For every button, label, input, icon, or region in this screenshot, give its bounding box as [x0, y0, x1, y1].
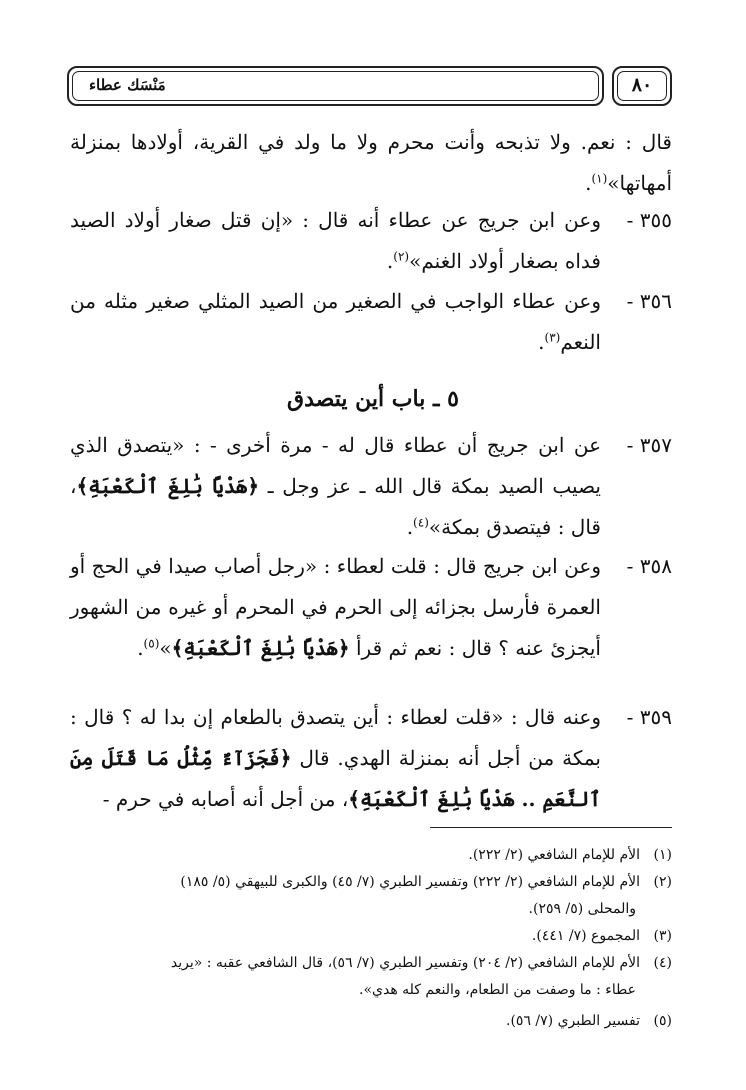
entry-end: .: [137, 636, 144, 660]
footnote-text: تفسير الطبري (٧/ ٥٦).: [506, 1013, 640, 1029]
footnote-number: (٢): [653, 874, 672, 890]
footnote-number: (٣): [653, 928, 672, 944]
running-header-title-frame: [67, 66, 604, 106]
entry-text: وعن عطاء الواجب في الصغير من الصيد المثلي صغير مثله من النعم: [70, 289, 601, 354]
entry-text-cont: ، من أجل أنه أصابه في حرم -: [102, 787, 349, 811]
entry-text-cont: »: [159, 636, 172, 660]
quran-quote: ﴿هَدْيًا بَٰلِغَ ٱلْكَعْبَةِ﴾: [171, 636, 350, 660]
entry-text: وعن ابن جريج قال : قلت لعطاء : «رجل أصاب صيدا في الحج أو العمرة فأرسل بجزائه إلى الحرم في المحرم أو غيره من الشهور أيجزئ عنه ؟ قال : نعم ثم قرأ: [70, 554, 601, 660]
entry-text: وعن ابن جريج عن عطاء أنه قال : «إن قتل صغار أولاد الصيد فداه بصغار أولاد الغنم»: [70, 208, 601, 273]
page-number: ٨٠: [631, 74, 653, 96]
entry-text: عن ابن جريج أن عطاء قال له - مرة أخرى - : «يتصدق الذي يصيب الصيد بمكة قال الله ـ عز وجل ـ: [70, 433, 601, 498]
footnote-text: الأم للإمام الشافعي (٢/ ٢٢٢).: [468, 847, 640, 863]
paragraph-text: قال : نعم. ولا تذبحه وأنت محرم ولا ما ولد في القرية، أولادها بمنزلة أمهاتها»: [70, 130, 672, 195]
footnote-text: الأم للإمام الشافعي (٢/ ٢٢٢) وتفسير الطبري (٧/ ٤٥) والكبرى للبيهقي (٥/ ١٨٥): [180, 874, 640, 890]
footnote-text: الأم للإمام الشافعي (٢/ ٢٠٤) وتفسير الطبري (٧/ ٥٦)، قال الشافعي عقبه : «يريد: [170, 955, 640, 971]
entry-359: [70, 697, 601, 820]
section-heading: ٥ ـ باب أين يتصدق: [287, 386, 459, 412]
paragraph-continuation: [70, 122, 672, 204]
footnote-ref: (٤): [413, 515, 429, 530]
entry-number: ٣٥٦ -: [626, 289, 672, 313]
footnote-number: (٥): [653, 1013, 672, 1029]
footnote-ref: (٣): [544, 330, 561, 345]
footnote-text: المجموع (٧/ ٤٤١).: [531, 928, 640, 944]
running-header-title: مَنْسَك عطاء: [89, 76, 166, 94]
footnote-text-cont: عطاء : ما وصفت من الطعام، والنعم كله هدي».: [359, 982, 636, 998]
entry-text-cont: ، قال : فيتصدق بمكة»: [70, 474, 601, 539]
footnote-text-cont: والمحلى (٥/ ٢٥٩).: [528, 901, 636, 917]
entry-number: ٣٥٨ -: [626, 554, 672, 578]
footnote-ref: (٢): [393, 249, 410, 264]
entry-end: .: [406, 515, 414, 539]
entry-356: [70, 281, 601, 363]
entry-357: [70, 425, 601, 548]
entry-358: [70, 546, 601, 669]
footnote-3: [70, 923, 672, 950]
footnote-number: (١): [653, 847, 672, 863]
footnote-ref: (١): [591, 171, 608, 186]
quran-quote: ﴿هَدْيًا بَٰلِغَ ٱلْكَعْبَةِ﴾: [76, 474, 260, 498]
entry-number: ٣٥٩ -: [626, 705, 672, 729]
paragraph-end: .: [585, 171, 592, 195]
footnote-2: [70, 869, 672, 923]
page-number-frame: [612, 66, 672, 106]
entry-end: .: [538, 330, 545, 354]
footnote-1: [70, 842, 672, 869]
entry-number: ٣٥٧ -: [626, 433, 672, 457]
footnote-number: (٤): [653, 955, 672, 971]
footnote-4: [70, 950, 672, 1004]
footnote-ref: (٥): [143, 636, 160, 651]
entry-355: [70, 200, 601, 282]
entry-number: ٣٥٥ -: [626, 208, 672, 232]
quran-quote: ﴿فَجَزَآءٌ مِّثْلُ مَا قَتَلَ مِنَ ٱلنَّعَمِ .. هَدْيًا بَٰلِغَ ٱلْكَعْبَةِ﴾: [70, 746, 601, 811]
entry-end: .: [386, 249, 394, 273]
footnote-separator: [430, 827, 672, 828]
entry-text: وعنه قال : «قلت لعطاء : أين يتصدق بالطعام إن بدا له ؟ قال : بمكة من أجل أنه بمنزلة الهدي. قال: [70, 705, 601, 770]
footnote-5: [70, 1008, 672, 1035]
